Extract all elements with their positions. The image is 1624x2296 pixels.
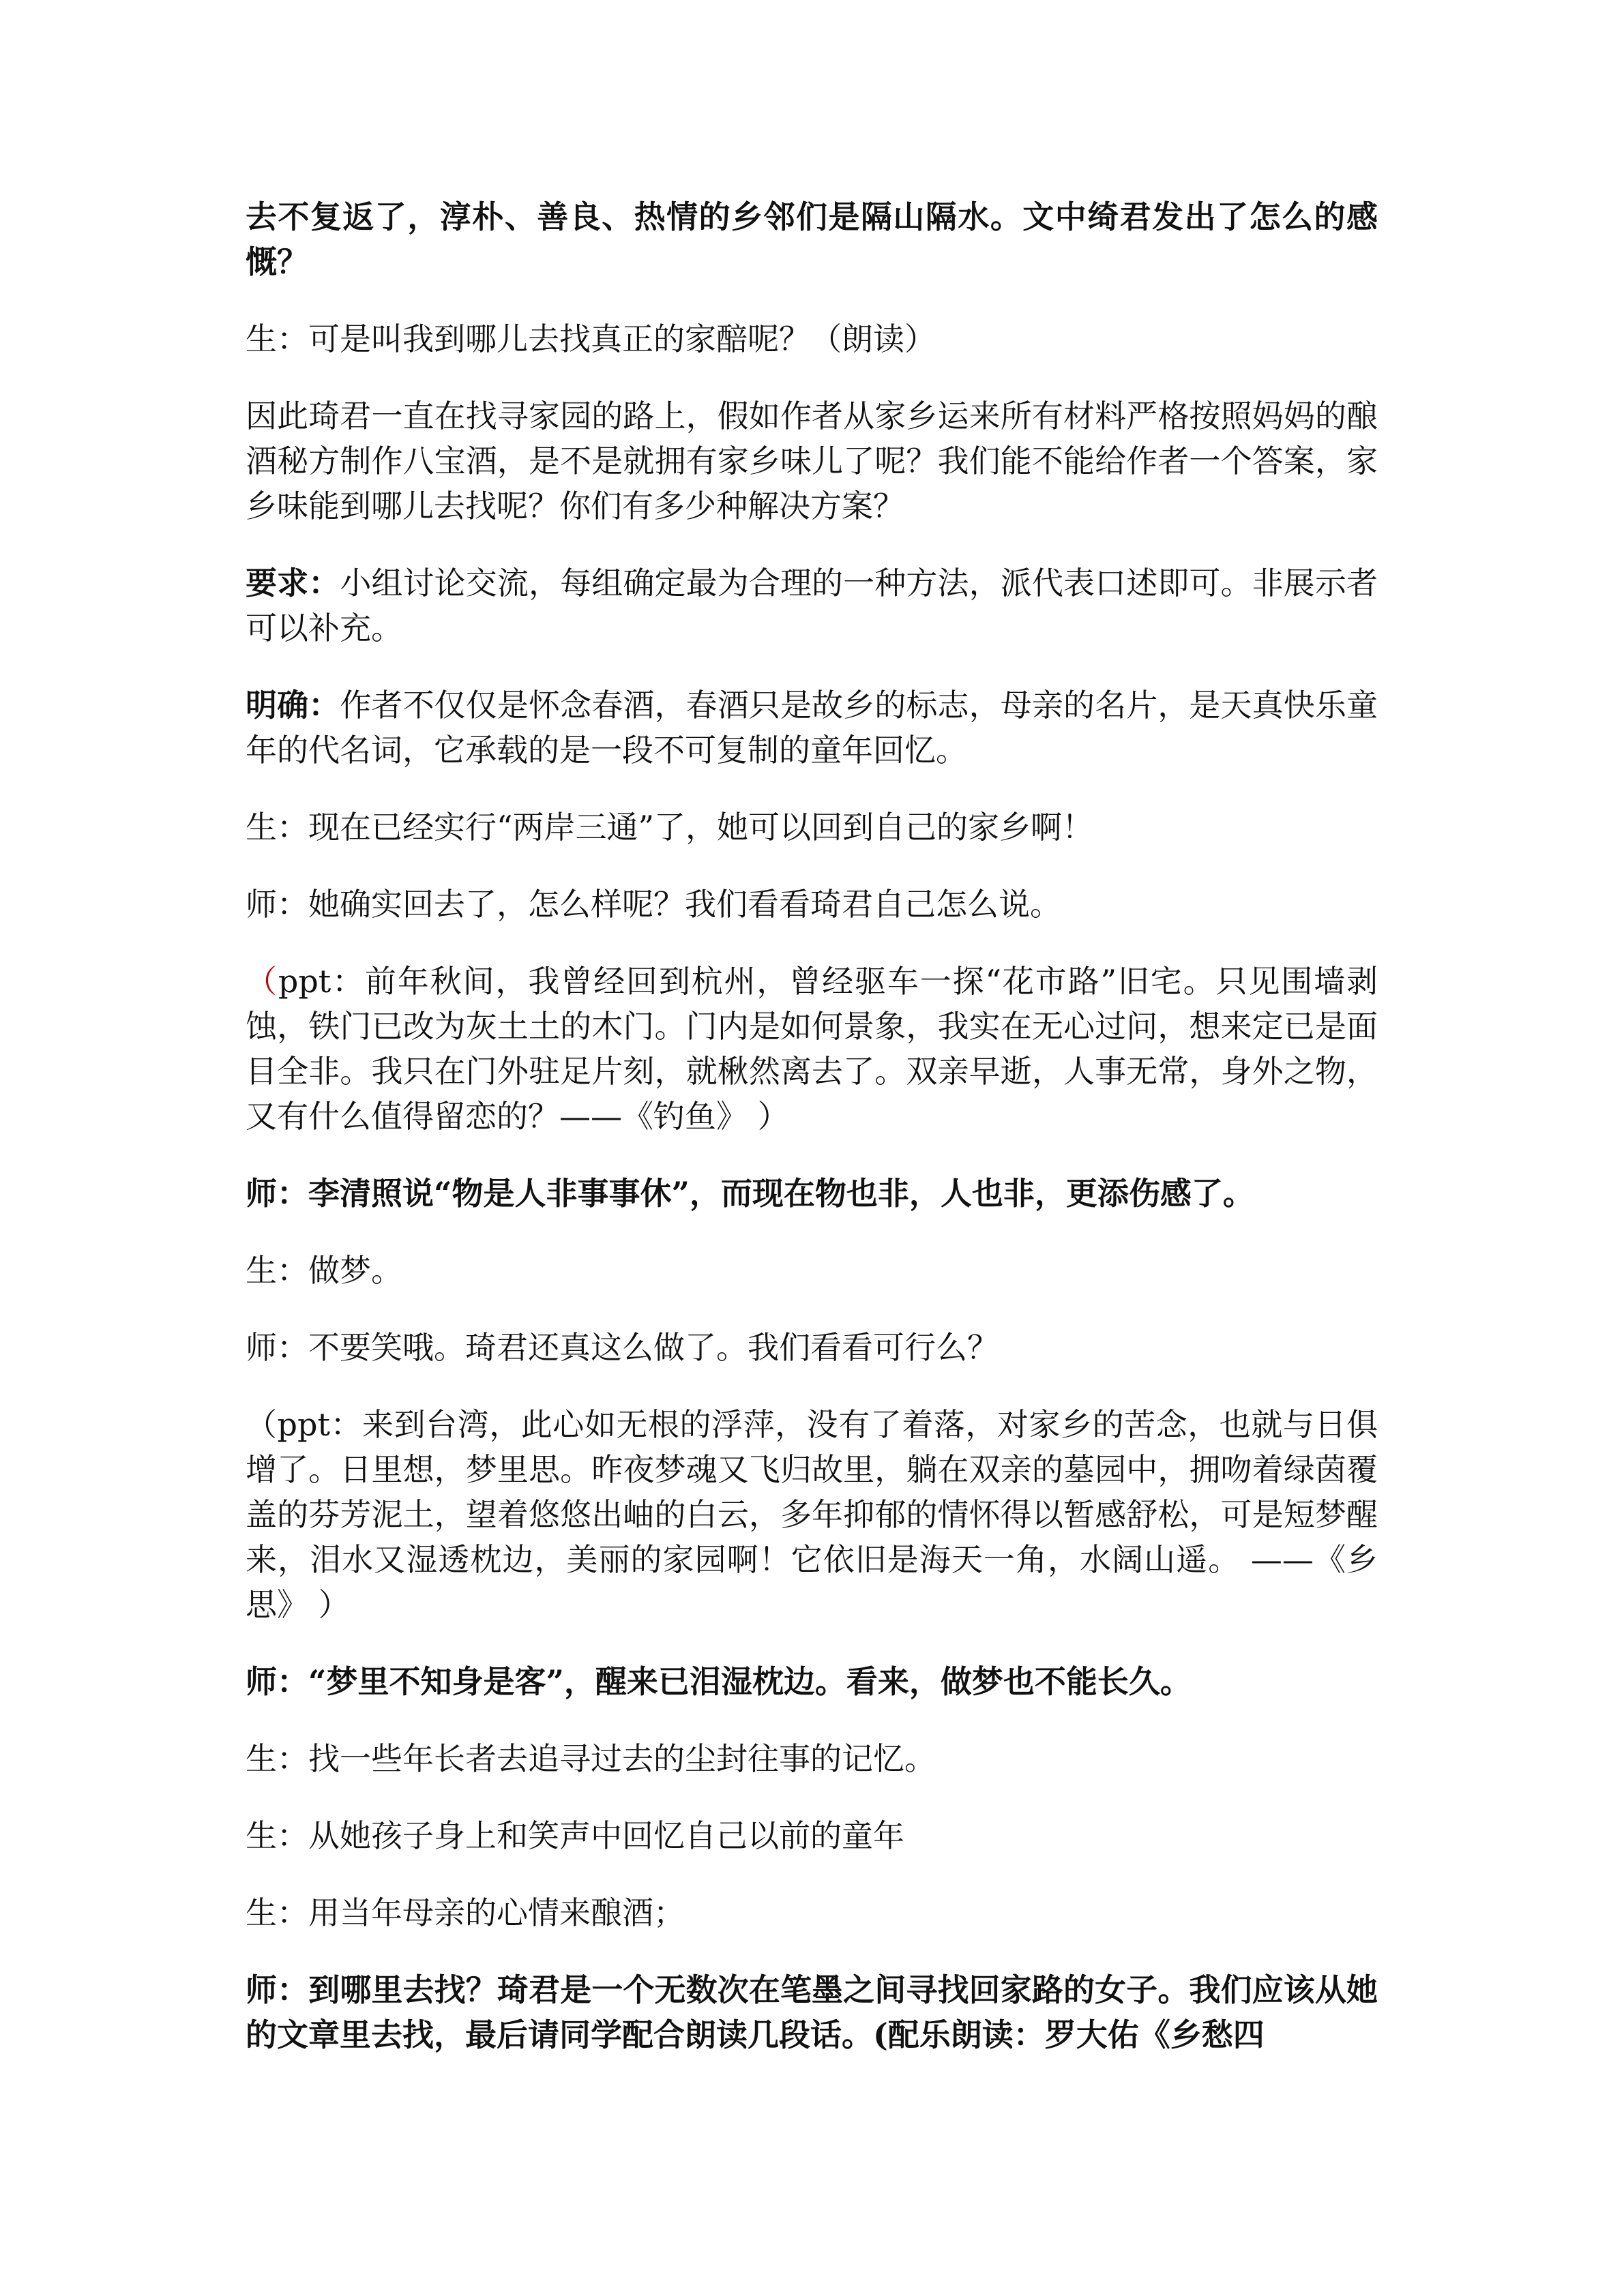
paragraph-text: （ppt：来到台湾，此心如无根的浮萍，没有了着落，对家乡的苦念，也就与日俱增了。日里想，梦里思。昨夜梦魂又飞归故里，躺在双亲的墓园中，拥吻着绿茵覆盖的芬芳泥土，望着悠悠出岫的白云，多年抑郁的情怀得以暂感舒松，可是短梦醒来，泪水又湿透枕边，美丽的家园啊！它依旧是海天一角，水阔山遥。 ——《乡思》 ） <box>246 1406 1378 1623</box>
paragraph-text: 生：做梦。 <box>246 1252 402 1289</box>
paragraph-teacher <box>246 882 1378 927</box>
paragraph-text: 去不复返了，淳朴、善良、热情的乡邻们是隔山隔水。文中绮君发出了怎么的感慨？ <box>246 198 1378 280</box>
paragraph-student-brew <box>246 1890 1378 1935</box>
paragraph-text: 生：可是叫我到哪儿去找真正的家醅呢？（朗读） <box>246 320 936 357</box>
paragraph-student-elders <box>246 1736 1378 1781</box>
document-body <box>246 194 1378 2089</box>
paragraph-text: 作者不仅仅是怀念春酒，春酒只是故乡的标志，母亲的名片，是天真快乐童年的代名词，它承载的是一段不可复制的童年回忆。 <box>246 687 1378 769</box>
paragraph-text: 生：用当年母亲的心情来酿酒； <box>246 1894 685 1931</box>
paragraph-teacher-prompt <box>246 393 1378 528</box>
paragraph-student-children <box>246 1813 1378 1858</box>
paragraph-text: 师：“梦里不知身是客”，醒来已泪湿枕边。看来，做梦也不能长久。 <box>246 1663 1192 1700</box>
paragraph-text: 师：李清照说“物是人非事事休”，而现在物也非，人也非，更添伤感了。 <box>246 1175 1254 1212</box>
paragraph-text: 生：从她孩子身上和笑声中回忆自己以前的童年 <box>246 1817 904 1854</box>
paragraph-student-dream <box>246 1248 1378 1293</box>
paragraph-text: 生：现在已经实行“两岸三通”了，她可以回到自己的家乡啊！ <box>246 809 1094 846</box>
paragraph-text: 师：到哪里去找？琦君是一个无数次在笔墨之间寻找回家路的女子。我们应该从她的文章里去找，最后请同学配合朗读几段话。(配乐朗读：罗大佑《乡愁四 <box>246 1971 1378 2053</box>
paragraph-student-answer <box>246 316 1378 361</box>
requirement-label: 要求： <box>246 565 340 601</box>
paragraph-text: ppt：前年秋间，我曾经回到杭州，曾经驱车一探“花市路”旧宅。只见围墙剥蚀，铁门已改为灰土土的木门。门内是如何景象，我实在无心过问，想来定已是面目全非。我只在门外驻足片刻，就楸然离去了。双亲早逝，人事无常，身外之物，又有什么值得留恋的？——《钓鱼》 ） <box>246 963 1378 1135</box>
paragraph-teacher-dream-guest <box>246 1659 1378 1704</box>
clarification-label: 明确： <box>246 687 340 724</box>
paragraph-clarification <box>246 683 1378 773</box>
paragraph-text: 师：她确实回去了，怎么样呢？我们看看琦君自己怎么说。 <box>246 886 1061 923</box>
paragraph-teacher-li-qingzhao <box>246 1171 1378 1216</box>
paragraph-text: 小组讨论交流，每组确定最为合理的一种方法，派代表口述即可。非展示者可以补充。 <box>246 565 1378 646</box>
paragraph-text: 师：不要笑哦。琦君还真这么做了。我们看看可行么？ <box>246 1329 999 1366</box>
paragraph-ppt-quote-homesick <box>246 1402 1378 1627</box>
paragraph-text: 生：找一些年长者去追寻过去的尘封往事的记忆。 <box>246 1740 936 1777</box>
paragraph-teacher-where-to-find <box>246 1967 1378 2057</box>
paragraph-requirement <box>246 561 1378 651</box>
paragraph-question <box>246 194 1378 284</box>
paragraph-ppt-quote-fishing <box>246 959 1378 1139</box>
paragraph-teacher-dont-laugh <box>246 1325 1378 1370</box>
ppt-open-paren: （ <box>246 963 278 1000</box>
paragraph-text: 因此琦君一直在找寻家园的路上，假如作者从家乡运来所有材料严格按照妈妈的酿酒秘方制作八宝酒，是不是就拥有家乡味儿了呢？我们能不能给作者一个答案，家乡味能到哪儿去找呢？你们有多少种解决方案？ <box>246 398 1378 524</box>
paragraph-student <box>246 805 1378 850</box>
